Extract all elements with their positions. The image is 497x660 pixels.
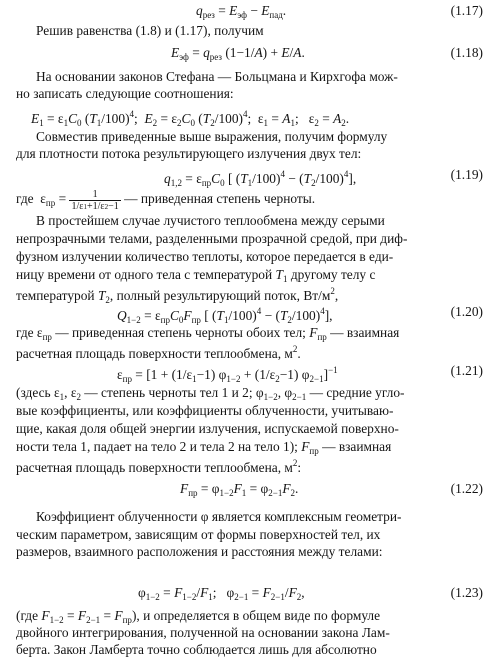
text-line: Коэффициент облученности φ является комплексным геометри- xyxy=(36,509,402,524)
text-line: расчетная площадь поверхности теплообмена, $м^2$: xyxy=(16,458,302,475)
equation-1-21: $\varepsilon_{пр} = [1 + (1/\varepsilon_1-1) \varphi_{1-2} + (1/\varepsilon_2-1)$ $\varphi_{2-1}]^{-1}$ xyxy=(117,365,338,384)
equation-number: (1.17) xyxy=(450,3,483,18)
text-line: ницу времени от одного тела с температурой $T_1$ другому телу с xyxy=(16,267,376,284)
text-line: В простейшем случае лучистого теплообмена между серыми xyxy=(36,213,385,228)
text-line: Решив равенства (1.8) и (1.17), получим xyxy=(36,23,264,38)
equation-number: (1.22) xyxy=(450,481,483,496)
text-line: щие, какая доля общей энергии излучения, испускаемой поверхно- xyxy=(16,421,399,436)
equation-1-23: $\varphi_{1-2} = F_{1-2}/F_1$; $\varphi_{2-1} = F_{2-1}/F_2$, xyxy=(138,585,305,602)
text-line: где $\varepsilon_{пр}$ — приведенная степень черноты обоих тел; $F_{пр}$ — взаимная xyxy=(16,325,400,342)
equation-1-20: $Q_{1-2} = \varepsilon_{пр}C_0F_{пр}$ [ $(T_1/100)^4 - (T_2/100)^4$], xyxy=(117,306,333,325)
definition-tail: — приведенная степень черноты. xyxy=(124,191,316,206)
equation-number: (1.20) xyxy=(450,304,483,319)
text-line: (здесь $\varepsilon_1$, $\varepsilon_2$ — степень черноты тел 1 и 2; $\varphi_{1-2}$, $\varphi_{2-1}$ — средние угло- xyxy=(16,385,405,402)
equation-1-17: $q_{рез} = E_{эф} - E_{пад}$. xyxy=(196,3,287,20)
text-line: На основании законов Стефана — Больцмана и Кирхгофа мож- xyxy=(36,69,398,84)
text-line: двойного интегрирования, полученной на основании закона Лам- xyxy=(16,625,390,640)
text-line: Совместив приведенные выше выражения, получим формулу xyxy=(36,129,388,144)
text-line: вые коэффициенты, или коэффициенты облученности, учитываю- xyxy=(16,403,394,418)
text-line: размеров, взаимного расположения и расстояния между телами: xyxy=(16,544,383,559)
text-line: ческим параметром, зависящим от формы поверхностей тел, их xyxy=(16,527,381,542)
text-line: берта. Закон Ламберта точно соблюдается лишь для абсолютно xyxy=(16,642,377,657)
equation-number: (1.18) xyxy=(450,45,483,60)
text-line: непрозрачными телами, разделенными прозрачной средой, при диф- xyxy=(16,231,408,246)
text-line: фузном излучении количество теплоты, которое передается в еди- xyxy=(16,249,394,264)
equation-1-18: $E_{эф} = q_{рез}$ (1−1/A) + E/A. xyxy=(171,45,305,62)
equation-number: (1.21) xyxy=(450,363,483,378)
text-line: ности тела 1, падает на тело 2 и тела 2 на тело 1); $F_{пр}$ — взаимная xyxy=(16,439,392,456)
equation-number: (1.23) xyxy=(450,585,483,600)
equation-emissivity: $E_1 = \varepsilon_1C_0$ $(T_1/100)^4$; $E_2 = \varepsilon_2C_0$ $(T_2/100)^4$; $\varepsilon_1 = A_1$; $\varepsilon_2 = A_2$. xyxy=(31,109,350,128)
text-line: температурой $T_2$, полный результирующий поток, $Вт/м^2$, xyxy=(16,286,339,305)
equation-1-19: $q_{1,2} = \varepsilon_{пр}C_0$ [ $(T_1/100)^4 - (T_2/100)^4$], xyxy=(164,169,357,188)
equation-1-22: $F_{пр} = \varphi_{1-2}F_1 = \varphi_{2-1}F_2$. xyxy=(180,481,299,498)
text-line: для плотности потока результирующего излучения двух тел: xyxy=(16,146,362,161)
text-line: (где $F_{1-2} = F_{2-1} = F_{пр}$), и определяется в общем виде по формуле xyxy=(16,608,381,625)
text-line-definition: где $\varepsilon_{пр}$ = $\frac{1}{1/\varepsilon 1+1/\varepsilon 2-1}$ — приведенная степень черноты. xyxy=(16,189,316,212)
text-line: расчетная площадь поверхности теплообмена, $м^2$. xyxy=(16,344,301,361)
equation-number: (1.19) xyxy=(450,167,483,182)
text-line: но записать следующие соотношения: xyxy=(16,86,234,101)
